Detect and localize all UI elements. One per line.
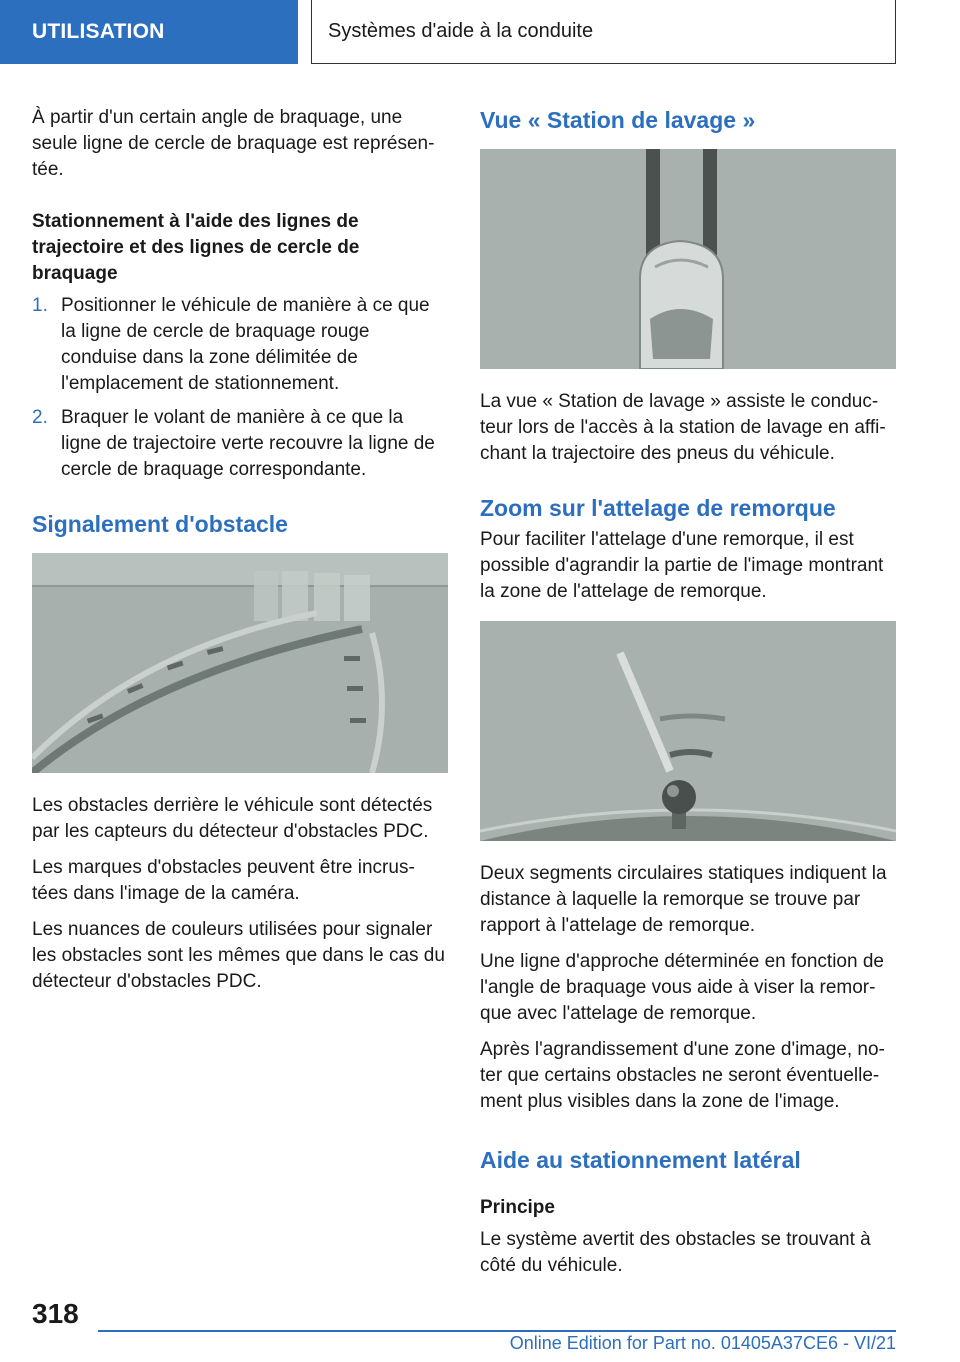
obstacle-heading: Signalement d'obstacle (32, 511, 288, 537)
steps-list (32, 293, 448, 483)
footer-divider (98, 1330, 896, 1332)
step-text: Braquer le volant de manière à ce que la ligne de trajectoire verte recouvre la ligne de cercle de braquage correspondante. (61, 407, 435, 480)
trailer-hitch-zoom-image (480, 621, 896, 841)
wash-paragraph: La vue « Station de lavage » assiste le conduc-teur lors de l'accès à la station de lavage en affi-chant la trajectoire des pneus du véhicule. (480, 391, 886, 464)
obstacle-paragraph: Les nuances de couleurs utilisées pour signaler les obstacles sont les mêmes que dans le cas du détecteur d'obstacles PDC. (32, 919, 445, 992)
principle-heading: Principe (480, 1197, 555, 1218)
zoom-paragraph: Pour faciliter l'attelage d'une remorque, il est possible d'agrandir la partie de l'image montrant la zone de l'attelage de remorque. (480, 529, 884, 602)
chapter-title: Systèmes d'aide à la conduite (311, 0, 896, 64)
list-item (32, 293, 448, 397)
obstacle-camera-image (32, 553, 448, 773)
intro-paragraph: À partir d'un certain angle de braquage, une seule ligne de cercle de braquage est représen-tée. (32, 107, 435, 180)
parking-subheading: Stationnement à l'aide des lignes de trajectoire et des lignes de cercle de braquage (32, 211, 360, 284)
obstacle-paragraph: Les obstacles derrière le véhicule sont détectés par les capteurs du détecteur d'obstacles PDC. (32, 795, 433, 842)
page-number: 318 (32, 1298, 79, 1329)
right-column (480, 105, 896, 1289)
zoom-detail-paragraph: Deux segments circulaires statiques indiquent la distance à laquelle la remorque se trouve par rapport à l'attelage de remorque. (480, 863, 887, 936)
wash-heading: Vue « Station de lavage » (480, 107, 756, 133)
obstacle-marker (314, 573, 340, 621)
zoom-detail-paragraph: Une ligne d'approche déterminée en fonction de l'angle de braquage vous aide à viser la remor-que avec l'attelage de remorque. (480, 951, 884, 1024)
step-text: Positionner le véhicule de manière à ce que la ligne de cercle de braquage rouge conduise dans la zone délimitée de l'emplacement de stationnement. (61, 295, 430, 394)
car-wash-view-image (480, 149, 896, 369)
lateral-heading: Aide au stationnement latéral (480, 1147, 801, 1173)
obstacle-marker (254, 571, 278, 621)
obstacle-paragraph: Les marques d'obstacles peuvent être incrus-tées dans l'image de la caméra. (32, 857, 415, 904)
list-item (32, 405, 448, 483)
section-tab: UTILISATION (0, 0, 298, 64)
edition-footer: Online Edition for Part no. 01405A37CE6 - VI/21 (509, 1333, 896, 1353)
zoom-detail-paragraph: Après l'agrandissement d'une zone d'image, no-ter que certains obstacles ne seront éventuelle-ment plus visibles dans la zone de l'image. (480, 1039, 885, 1112)
zoom-heading: Zoom sur l'attelage de remorque (480, 495, 836, 521)
step-number: 2. (32, 407, 48, 428)
left-column (32, 105, 448, 1005)
principle-paragraph: Le système avertit des obstacles se trouvant à côté du véhicule. (480, 1229, 871, 1276)
hitch-ball-icon (662, 780, 696, 814)
obstacle-marker (344, 575, 370, 621)
step-number: 1. (32, 295, 48, 316)
